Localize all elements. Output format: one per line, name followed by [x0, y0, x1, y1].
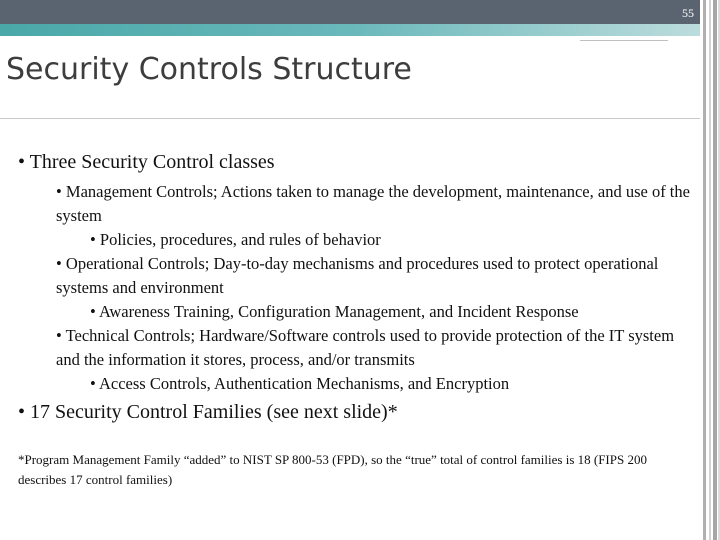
header-bar — [0, 0, 700, 24]
bullet-level-2: • Operational Controls; Day-to-day mechanisms and procedures used to protect operational systems and environment — [56, 254, 659, 297]
decorative-stripe — [703, 0, 706, 540]
bullet-level-1: • 17 Security Control Families (see next slide)* — [18, 401, 398, 423]
footnote: *Program Management Family “added” to NIST SP 800-53 (FPD), so the “true” total of control families is 18 (FIPS 200 describes 17 control families) — [18, 452, 647, 487]
decorative-stripe — [709, 0, 711, 540]
bullet-level-3: • Awareness Training, Configuration Management, and Incident Response — [90, 302, 579, 321]
bullet-level-3: • Access Controls, Authentication Mechanisms, and Encryption — [90, 374, 510, 393]
bullet-level-2: • Management Controls; Actions taken to manage the development, maintenance, and use of the system — [56, 182, 690, 225]
slide-number: 55 — [682, 6, 694, 20]
bullet-level-1: • Three Security Control classes — [18, 151, 275, 173]
bullet-level-3: • Policies, procedures, and rules of behavior — [90, 230, 381, 249]
decorative-line — [580, 40, 668, 41]
decorative-stripe — [713, 0, 717, 540]
slide-title: Security Controls Structure — [6, 52, 412, 87]
slide-body — [18, 150, 698, 430]
header-accent-bar — [0, 24, 700, 36]
title-divider — [0, 118, 700, 119]
bullet-level-2: • Technical Controls; Hardware/Software controls used to provide protection of the IT system and the information it stores, process, and/or transmits — [56, 326, 675, 369]
